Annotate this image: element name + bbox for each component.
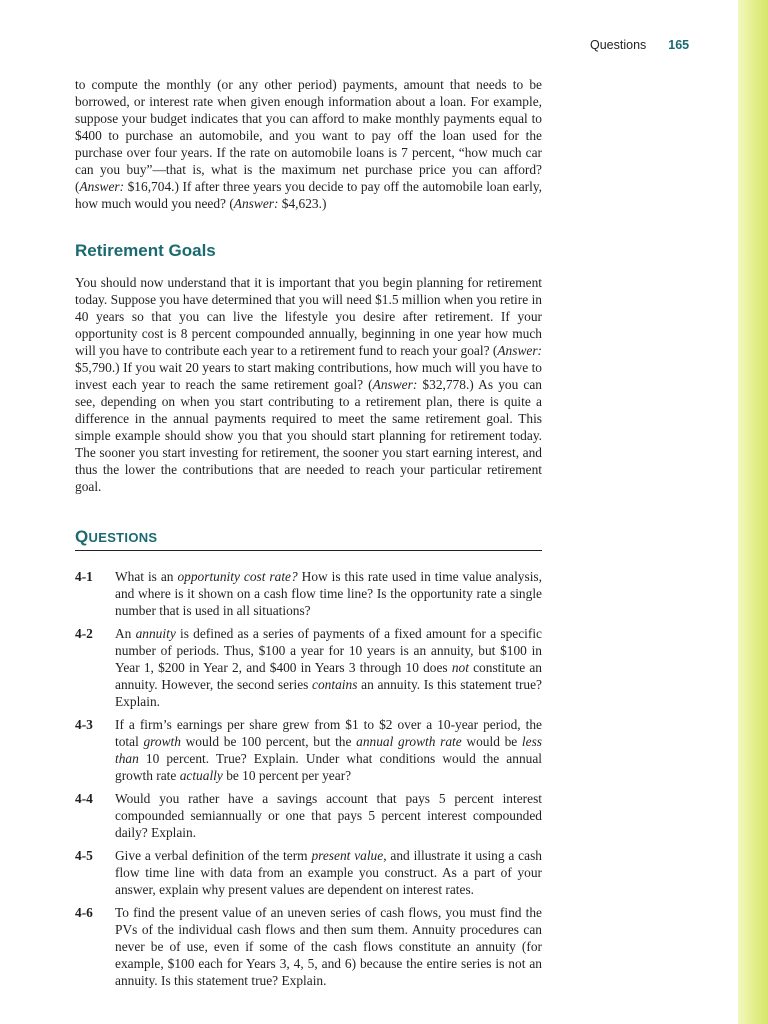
question-text-run: be 10 percent per year? — [222, 768, 352, 783]
question-number: 4-2 — [75, 626, 93, 641]
retirement-text-3: $32,778.) As you can see, depending on when you start contributing to a retirement plan, there is quite a difference in the annual payments required to meet the same retirement goal. This simple example should show you that you should start planning for retirement today. The sooner you start investing for retirement, the sooner you start earning interest, and thus the lower the contributions that are needed to reach your particular retirement goal. — [75, 377, 543, 494]
question-emphasis: not — [451, 660, 469, 675]
question-text — [115, 716, 542, 784]
question-text-run: To find the present value of an uneven series of cash flows, you must find the PVs of the individual cash flows and then sum them. Annuity procedures can never be of use, even if some of the cash flows constitute an annuity (for example, $100 each for Years 3, 4, 5, and 6) because the entire series is not an annuity. Is this statement true? Explain. — [115, 905, 542, 988]
question-text — [115, 568, 542, 619]
intro-paragraph — [75, 76, 542, 212]
questions-heading-initial: Q — [75, 527, 89, 546]
questions-heading — [75, 527, 542, 551]
question-text-run: How is this rate used in time value analysis, and where is it shown on a cash flow time line? Is the opportunity rate a single number that is used in all situations? — [115, 569, 542, 618]
page-edge-band — [738, 0, 768, 1024]
retirement-goals-heading: Retirement Goals — [75, 241, 216, 260]
answer-label: Answer: — [233, 196, 279, 211]
running-header — [590, 38, 689, 52]
questions-list — [75, 568, 542, 989]
question-text-run: , and illustrate it using a cash flow time line with data from an example you construct. As a part of your answer, explain why present values are dependent on interest rates. — [115, 848, 542, 897]
question-number: 4-5 — [75, 848, 93, 863]
question-emphasis: less than — [115, 734, 542, 766]
retirement-paragraph — [75, 274, 542, 495]
retirement-text-1: You should now understand that it is important that you begin planning for retirement today. Suppose you have determined that you will need $1.5 million when you retire in 40 years so that you can live the lifestyle you desire after retirement. If your opportunity cost is 8 percent compounded annually, beginning in one year how much will you have to contribute each year to a retirement fund to reach your goal? ( — [75, 275, 542, 358]
question-emphasis: annuity — [135, 626, 176, 641]
question-emphasis: contains — [312, 677, 358, 692]
intro-text-3: $4,623.) — [278, 196, 327, 211]
question-number: 4-1 — [75, 569, 93, 584]
question-item — [75, 790, 542, 841]
question-emphasis: present value — [311, 848, 384, 863]
question-text — [115, 904, 542, 989]
intro-text-2: $16,704.) If after three years you decide to pay off the automobile loan early, how much would you need? ( — [75, 179, 542, 211]
question-item — [75, 716, 542, 784]
question-item — [75, 904, 542, 989]
question-item — [75, 568, 542, 619]
answer-label: Answer: — [372, 377, 418, 392]
page-number: 165 — [668, 38, 690, 52]
question-text — [115, 847, 542, 898]
question-item — [75, 847, 542, 898]
page-content — [75, 76, 542, 989]
question-text-run: An — [115, 626, 136, 641]
question-text-run: If a firm’s earnings per share grew from $1 to $2 over a 10-year period, the total — [115, 717, 542, 749]
question-text-run: is defined as a series of payments of a fixed amount for a specific number of periods. Thus, $100 a year for 10 years is an annuity, but $100 in Year 1, $200 in Year 2, and $400 in Years 3 through 10 does — [115, 626, 542, 675]
question-item — [75, 625, 542, 710]
questions-heading-rest: UESTIONS — [88, 530, 158, 545]
question-text-run: would be 100 percent, but the — [180, 734, 357, 749]
question-text-run: Would you rather have a savings account that pays 5 percent interest compounded semiannually or one that pays 5 percent interest compounded daily? Explain. — [115, 791, 542, 840]
answer-label: Answer: — [79, 179, 125, 194]
question-number: 4-6 — [75, 905, 93, 920]
retirement-text-2: $5,790.) If you wait 20 years to start making contributions, how much will you have to invest each year to reach the same retirement goal? ( — [75, 360, 542, 392]
question-text — [115, 790, 542, 841]
question-number: 4-4 — [75, 791, 93, 806]
question-text — [115, 625, 542, 710]
question-text-run: would be — [461, 734, 522, 749]
intro-text-1: to compute the monthly (or any other period) payments, amount that needs to be borrowed, or interest rate when given enough information about a loan. For example, suppose your budget indicates that you can afford to make monthly payments equal to $400 to purchase an automobile, and you want to pay off the loan used for the purchase over four years. If the rate on automobile loans is 7 percent, “how much car can you buy”—that is, what is the maximum net purchase price you can afford? ( — [75, 77, 542, 194]
running-header-label: Questions — [590, 38, 647, 52]
question-emphasis: growth — [143, 734, 181, 749]
question-text-run: 10 percent. True? Explain. Under what conditions would the annual growth rate — [115, 751, 542, 783]
question-text-run: What is an — [115, 569, 178, 584]
question-text-run: an annuity. Is this statement true? Explain. — [115, 677, 542, 709]
answer-label: Answer: — [497, 343, 542, 358]
question-emphasis: annual growth rate — [356, 734, 462, 749]
question-text-run: Give a verbal definition of the term — [115, 848, 312, 863]
question-emphasis: actually — [179, 768, 223, 783]
question-number: 4-3 — [75, 717, 93, 732]
question-emphasis: opportunity cost rate? — [177, 569, 298, 584]
question-text-run: constitute an annuity. However, the second series — [115, 660, 542, 692]
